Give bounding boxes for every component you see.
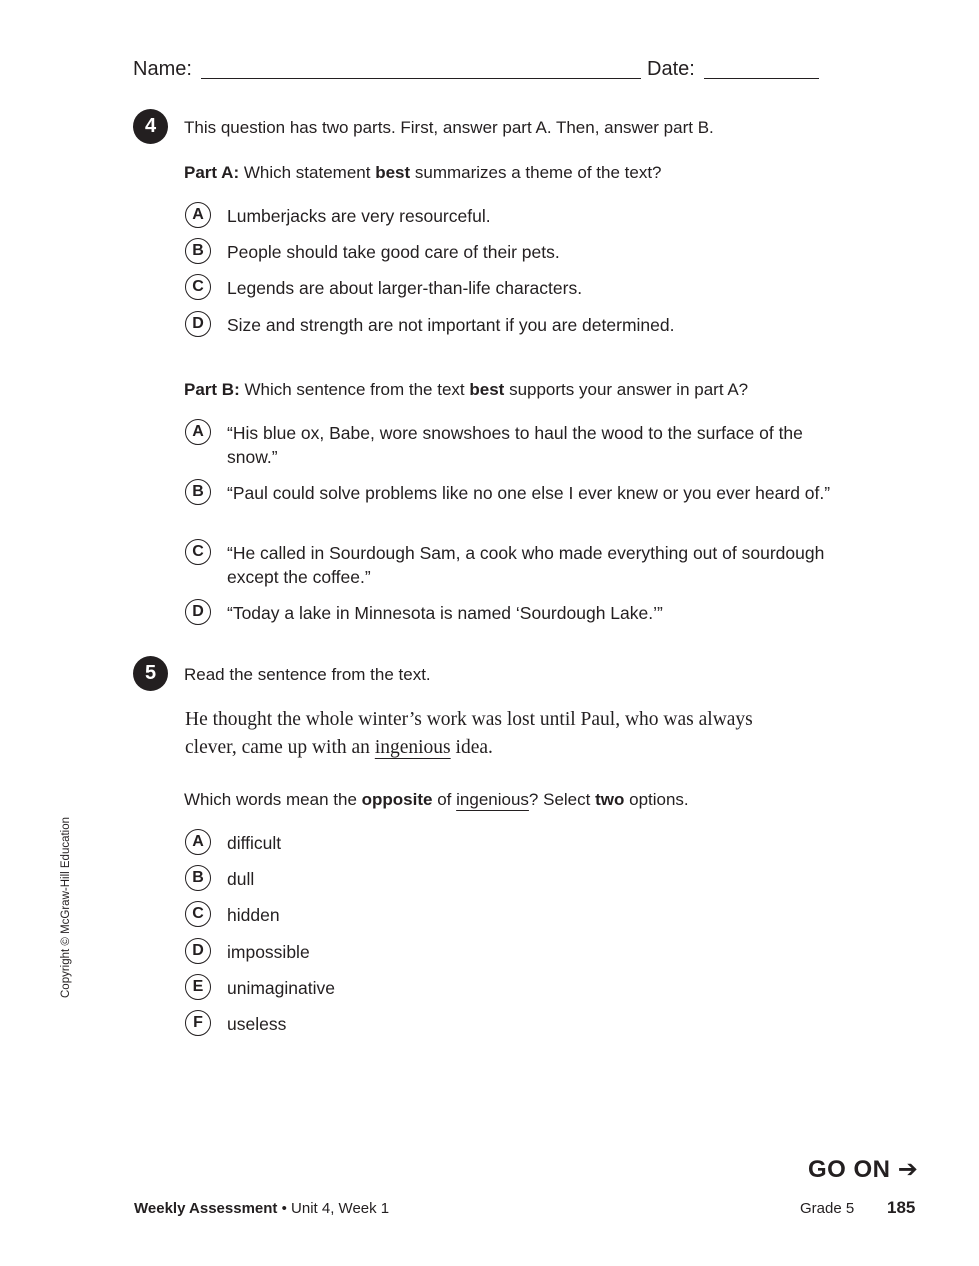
arrow-right-icon: ➔ [897, 1156, 919, 1183]
part-a-prompt-emphasis: best [375, 163, 411, 182]
q5-option-c-bubble[interactable]: C [185, 901, 211, 927]
part-a-option-a-text: Lumberjacks are very resourceful. [227, 206, 491, 226]
part-a-option-d-bubble[interactable]: D [185, 311, 211, 337]
footer-left [134, 1200, 389, 1217]
question-4-intro: This question has two parts. First, answer part A. Then, answer part B. [184, 118, 714, 137]
q5-option-d-bubble[interactable]: D [185, 938, 211, 964]
quoted-sentence-line-1: He thought the whole winter’s work was lost until Paul, who was always [185, 709, 753, 730]
copyright-notice: Copyright © McGraw-Hill Education [60, 816, 72, 998]
date-field-line[interactable] [704, 78, 819, 79]
part-b-label: Part B: [184, 380, 240, 399]
part-b-option-c-bubble[interactable]: C [185, 539, 211, 565]
q5-option-d-text: impossible [227, 942, 310, 962]
part-a-option-a-bubble[interactable]: A [185, 202, 211, 228]
part-b-option-b-text: “Paul could solve problems like no one else I ever knew or you ever heard of.” [227, 483, 831, 503]
q5-option-c-text: hidden [227, 905, 280, 925]
part-a-option-b-bubble[interactable]: B [185, 238, 211, 264]
name-date-header [133, 58, 819, 84]
part-b-prompt-emphasis: best [469, 380, 505, 399]
quoted-sentence [185, 706, 845, 762]
question-5-intro: Read the sentence from the text. [184, 665, 431, 684]
q5-prompt-text: Which words mean the [184, 790, 357, 809]
part-b-prompt-text: Which sentence from the text [244, 380, 465, 399]
question-5-number: 5 [133, 656, 168, 691]
q5-option-f-bubble[interactable]: F [185, 1010, 211, 1036]
footer-assessment: Weekly Assessment [134, 1200, 278, 1217]
part-a-option-c-text: Legends are about larger-than-life characters. [227, 278, 583, 298]
q5-option-a-text: difficult [227, 833, 282, 853]
part-b-prompt-text-end: supports your answer in part A? [509, 380, 749, 399]
question-4-number: 4 [133, 109, 168, 144]
quote-text: clever, came up with an [185, 737, 370, 758]
quote-text-end: idea. [455, 737, 493, 758]
q5-underlined-word: ingenious [456, 790, 529, 809]
date-label: Date: [647, 58, 695, 80]
part-b-option-d-bubble[interactable]: D [185, 599, 211, 625]
name-label: Name: [133, 58, 192, 80]
part-b-option-a-bubble[interactable]: A [185, 419, 211, 445]
question-5-prompt [184, 788, 689, 812]
go-on-label: GO ON [808, 1156, 891, 1183]
part-b-prompt [184, 378, 748, 402]
underlined-word: ingenious [374, 737, 451, 758]
part-b-option-b-bubble[interactable]: B [185, 479, 211, 505]
q5-option-e-bubble[interactable]: E [185, 974, 211, 1000]
footer-unit: Unit 4, Week 1 [291, 1200, 390, 1217]
q5-option-b-bubble[interactable]: B [185, 865, 211, 891]
q5-prompt-emphasis-opposite: opposite [361, 790, 433, 809]
q5-option-f-text: useless [227, 1014, 287, 1034]
q5-option-a-bubble[interactable]: A [185, 829, 211, 855]
q5-option-b-text: dull [227, 869, 255, 889]
part-a-prompt [184, 161, 662, 185]
footer-bullet: • [281, 1200, 287, 1217]
part-a-option-b-text: People should take good care of their pets. [227, 242, 560, 262]
part-a-option-c-bubble[interactable]: C [185, 274, 211, 300]
part-a-option-d-text: Size and strength are not important if you are determined. [227, 315, 675, 335]
part-b-option-a-text: “His blue ox, Babe, wore snowshoes to haul the wood to the surface of the snow.” [227, 423, 803, 467]
footer-grade: Grade 5 [800, 1200, 855, 1217]
part-b-option-c-text: “He called in Sourdough Sam, a cook who made everything out of sourdough except the coffee.” [227, 543, 825, 587]
q5-prompt-text-end: options. [629, 790, 689, 809]
q5-prompt-emphasis-two: two [595, 790, 625, 809]
part-a-label: Part A: [184, 163, 240, 182]
part-a-prompt-text: Which statement [243, 163, 371, 182]
name-field-line[interactable] [201, 78, 641, 79]
q5-option-e-text: unimaginative [227, 978, 335, 998]
quoted-sentence-line-2 [185, 734, 845, 762]
go-on-indicator [808, 1155, 918, 1184]
q5-prompt-select: ? Select [528, 790, 591, 809]
page-number: 185 [887, 1198, 916, 1217]
part-a-prompt-text-end: summarizes a theme of the text? [414, 163, 662, 182]
q5-prompt-of: of [437, 790, 452, 809]
part-b-option-d-text: “Today a lake in Minnesota is named ‘Sourdough Lake.’” [227, 603, 663, 623]
